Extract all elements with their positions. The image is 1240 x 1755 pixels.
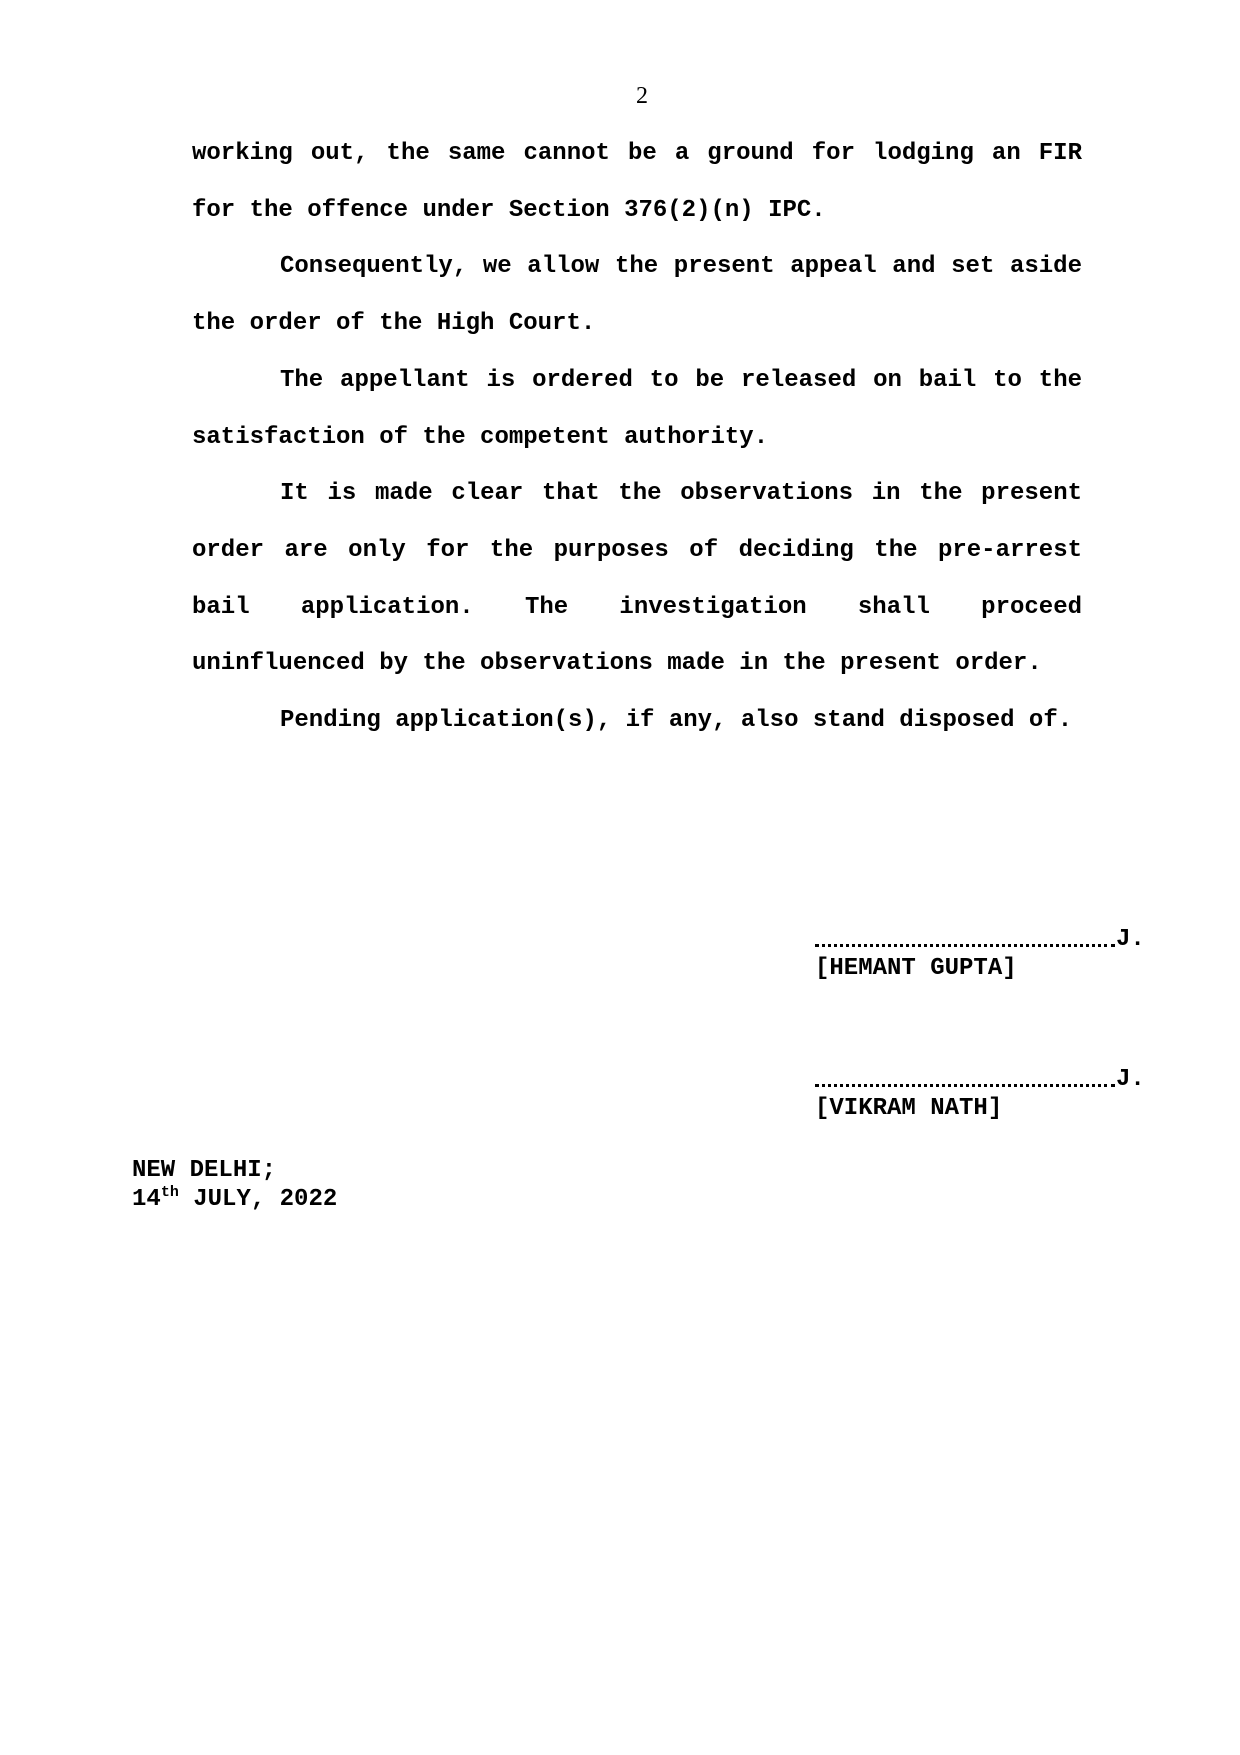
signature-dots (815, 1084, 1115, 1087)
paragraph-5: Pending application(s), if any, also stand disposed of. (280, 707, 1073, 735)
page-number: 2 (636, 83, 648, 109)
signature-block-2 (815, 1065, 1145, 1123)
date-day: 14 (132, 1186, 161, 1213)
date (132, 1185, 337, 1214)
judge-name: [HEMANT GUPTA] (815, 955, 1017, 982)
order-body (192, 126, 1082, 750)
place-and-date (132, 1156, 337, 1214)
signature-line (815, 925, 1145, 954)
paragraph-1: working out, the same cannot be a ground for lodging an FIR for the offence under Section 376(2)(n) IPC. (192, 140, 1082, 224)
date-ordinal: th (160, 1184, 179, 1201)
paragraph-2: Consequently, we allow the present appeal and set aside the order of the High Court. (192, 253, 1082, 338)
signature-line (815, 1065, 1145, 1094)
judge-suffix: J. (1116, 926, 1145, 953)
paragraph-3: The appellant is ordered to be released on bail to the satisfaction of the competent authority. (192, 366, 1082, 451)
paragraph-4: It is made clear that the observations in the present order are only for the purposes of deciding the pre-arrest bail application. The investigation shall proceed uninfluenced by the observations made in the present order. (192, 480, 1082, 678)
signature-block-1 (815, 925, 1145, 983)
judge-suffix: J. (1116, 1066, 1145, 1093)
date-rest: JULY, 2022 (178, 1186, 338, 1213)
place: NEW DELHI; (132, 1157, 277, 1184)
judge-name: [VIKRAM NATH] (815, 1095, 1003, 1122)
signature-dots (815, 944, 1115, 947)
